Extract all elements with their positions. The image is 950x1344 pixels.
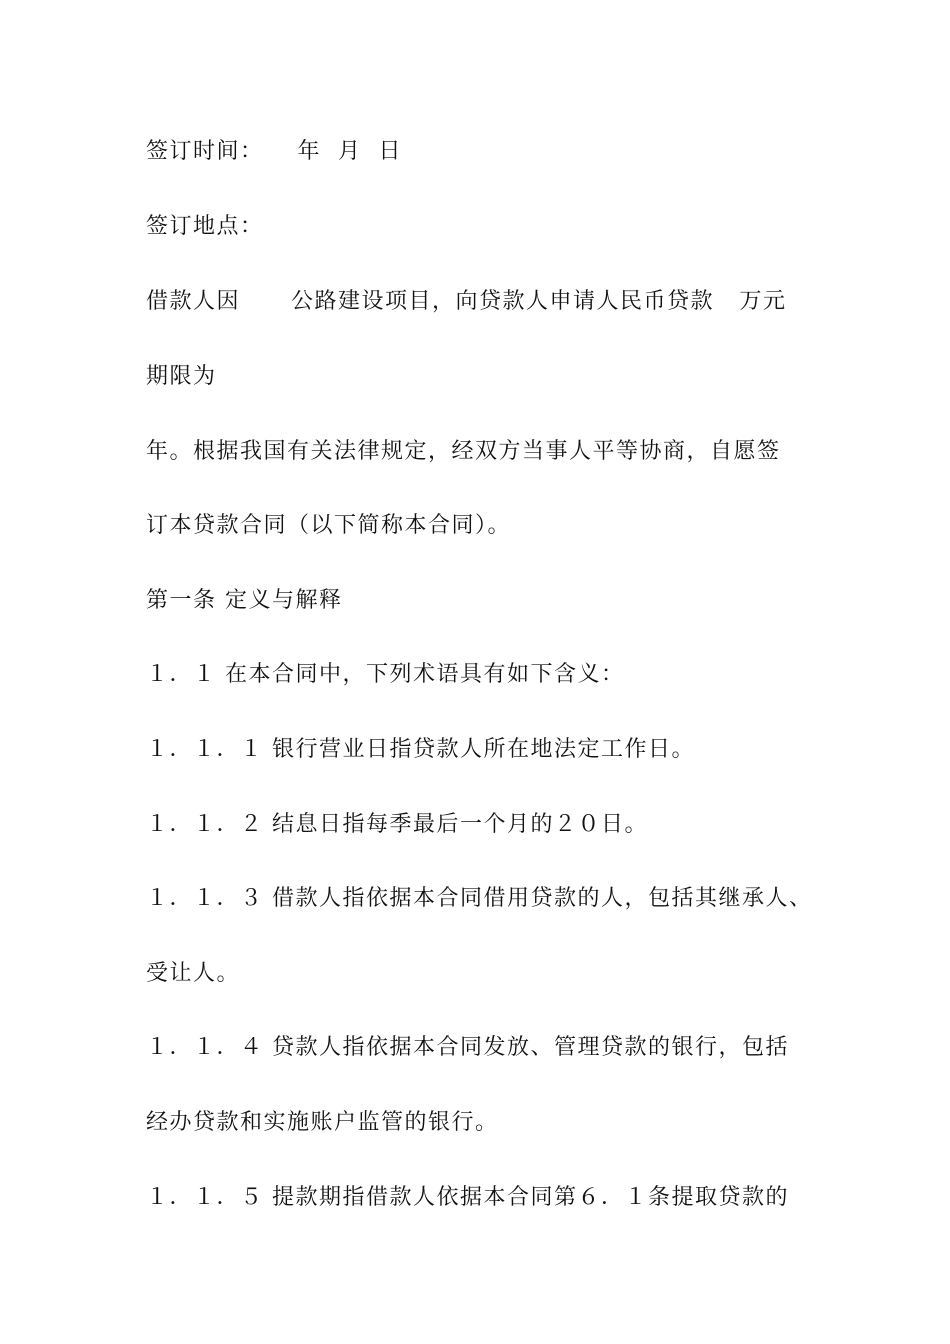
clause-line: 经办贷款和实施账户监管的银行。: [146, 1110, 499, 1135]
paragraph-line: 订本贷款合同（以下简称本合同）。: [146, 513, 512, 538]
article-heading: 第一条 定义与解释: [146, 588, 343, 613]
paragraph-line: 借款人因 公路建设项目，向贷款人申请人民币贷款 万元: [146, 289, 787, 314]
clause-line: １．１ 在本合同中，下列术语具有如下含义：: [146, 662, 625, 687]
paragraph-line: 年。根据我国有关法律规定，经双方当事人平等协商，自愿签: [146, 439, 781, 464]
clause-line: 受让人。: [146, 961, 241, 986]
clause-line: １．１．４ 贷款人指依据本合同发放、管理贷款的银行，包括: [146, 1035, 789, 1060]
clause-line: １．１．１ 银行营业日指贷款人所在地法定工作日。: [146, 737, 695, 762]
clause-line: １．１．２ 结息日指每季最后一个月的２０日。: [146, 812, 648, 837]
paragraph-line: 期限为: [146, 364, 217, 389]
clause-line: １．１．５ 提款期指借款人依据本合同第６．１条提取贷款的: [146, 1185, 789, 1210]
signing-place-line: 签订地点：: [146, 214, 264, 239]
clause-line: １．１．３ 借款人指依据本合同借用贷款的人，包括其继承人、: [146, 886, 813, 911]
signing-time-line: 签订时间： 年 月 日: [146, 139, 402, 164]
